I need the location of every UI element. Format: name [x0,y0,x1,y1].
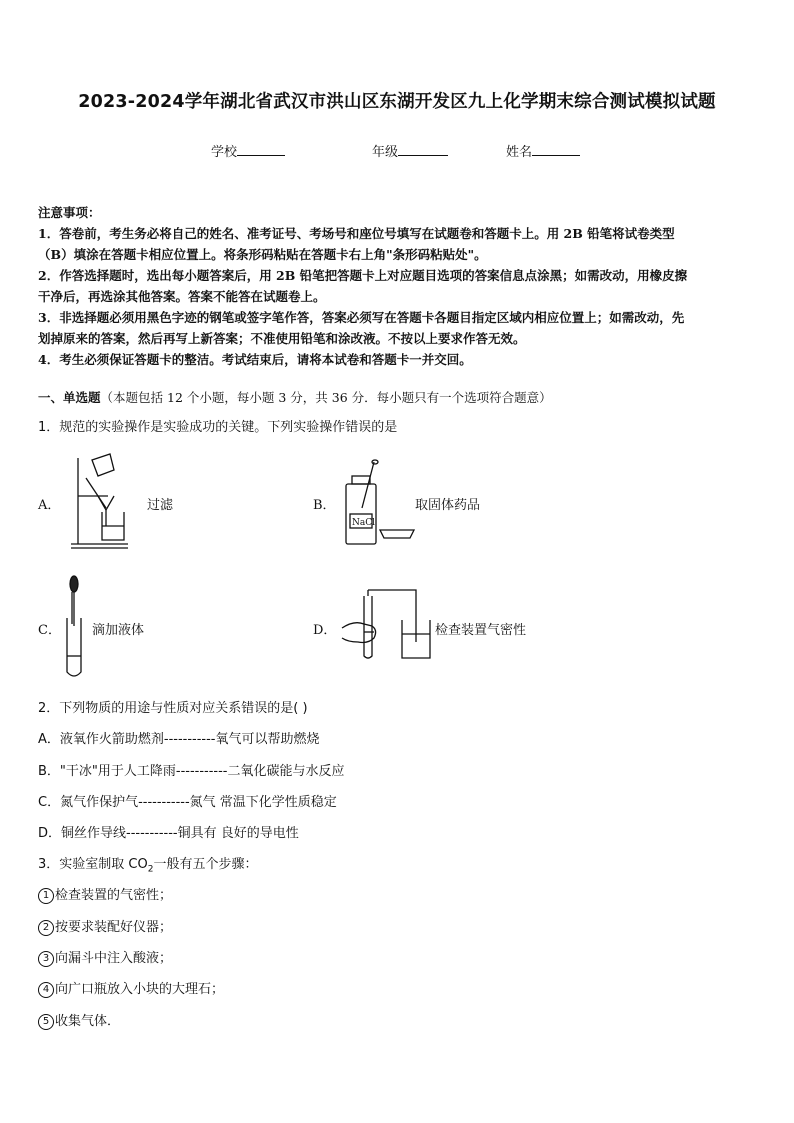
q3-step-text: 收集气体． [55,1014,121,1029]
filtration-apparatus-image [66,452,136,552]
notes-line: 划掉原来的答案，然后再写上新答案；不准使用铅笔和涂改液。不按以上要求作答无效。 [38,331,526,346]
q2-stem: 2．下列物质的用途与性质对应关系错误的是( ) [38,701,308,716]
q1-option-b-letter: B． [313,498,336,513]
q3-stem-post: 一般有五个步骤： [153,857,258,872]
q3-step-text: 检查装置的气密性； [55,888,173,903]
reagent-bottle-image [340,458,416,550]
school-label: 学校 [211,145,238,160]
q1-option-a-letter: A． [38,498,61,513]
notes-line: （B）填涂在答题卡相应位置上。将条形码粘贴在答题卡右上角"条形码粘贴处"。 [38,247,487,262]
name-blank [532,143,580,156]
notes-line: 1．答卷前，考生务必将自己的姓名、准考证号、考场号和座位号填写在试题卷和答题卡上。用 2B 铅笔将试卷类型 [38,226,675,241]
section-desc: （本题包括 12 个小题，每小题 3 分，共 36 分．每小题只有一个选项符合题意） [100,390,552,405]
school-field [211,141,285,160]
grade-blank [398,143,448,156]
q3-step-text: 向广口瓶放入小块的大理石； [55,982,225,997]
q1-option-c-letter: C． [38,623,61,638]
q3-step [38,884,172,904]
q2-option-b: B．"干冰"用于人工降雨-----------二氧化碳能与水反应 [38,764,345,779]
name-field [506,141,580,160]
airtightness-apparatus-image [340,586,432,662]
q2-option-c: C．氮气作保护气-----------氮气 常温下化学性质稳定 [38,795,337,810]
page-title: 2023-2024学年湖北省武汉市洪山区东湖开发区九上化学期末综合测试模拟试题 [78,92,716,112]
nacl-label: NaCl [352,518,376,528]
step-number-circle: 1 [38,888,54,904]
grade-field [372,141,448,160]
q1-stem: 1．规范的实验操作是实验成功的关键。下列实验操作错误的是 [38,420,398,435]
section-title: 一、单选题 [38,390,101,405]
step-number-circle: 3 [38,951,54,967]
q1-option-c-text: 滴加液体 [92,623,145,638]
q3-step [38,947,172,967]
q1-option-d-text: 检查装置气密性 [435,623,527,638]
q3-step-text: 向漏斗中注入酸液； [55,951,173,966]
section-heading [38,388,552,406]
dropper-image [62,574,86,682]
notes-heading: 注意事项： [38,205,101,220]
notes-line: 4．考生必须保证答题卡的整洁。考试结束后，请将本试卷和答题卡一并交回。 [38,352,472,367]
q3-stem [38,853,257,875]
notes-line: 干净后，再选涂其他答案。答案不能答在试题卷上。 [38,289,326,304]
grade-label: 年级 [372,145,399,160]
name-label: 姓名 [506,145,533,160]
q2-option-a: A．液氧作火箭助燃剂-----------氧气可以帮助燃烧 [38,732,320,747]
q1-option-a-text: 过滤 [147,498,174,513]
q3-step [38,1010,120,1030]
step-number-circle: 5 [38,1014,54,1030]
notes-block [38,202,760,370]
q3-step [38,978,224,998]
step-number-circle: 4 [38,982,54,998]
q2-option-d: D．铜丝作导线-----------铜具有 良好的导电性 [38,826,299,841]
step-number-circle: 2 [38,920,54,936]
q1-option-d-letter: D． [313,623,337,638]
notes-line: 3．非选择题必须用黑色字迹的钢笔或签字笔作答，答案必须写在答题卡各题目指定区域内相应位置上；如需改动，先 [38,310,685,325]
q1-option-b-text: 取固体药品 [415,498,481,513]
q3-stem-sub: 2 [147,864,154,875]
notes-line: 2．作答选择题时，选出每小题答案后，用 2B 铅笔把答题卡上对应题目选项的答案信息点涂黑；如需改动，用橡皮擦 [38,268,688,283]
q3-stem-pre: 3．实验室制取 CO [38,857,148,872]
q3-step [38,916,172,936]
school-blank [237,143,285,156]
q3-step-text: 按要求装配好仪器； [55,920,173,935]
